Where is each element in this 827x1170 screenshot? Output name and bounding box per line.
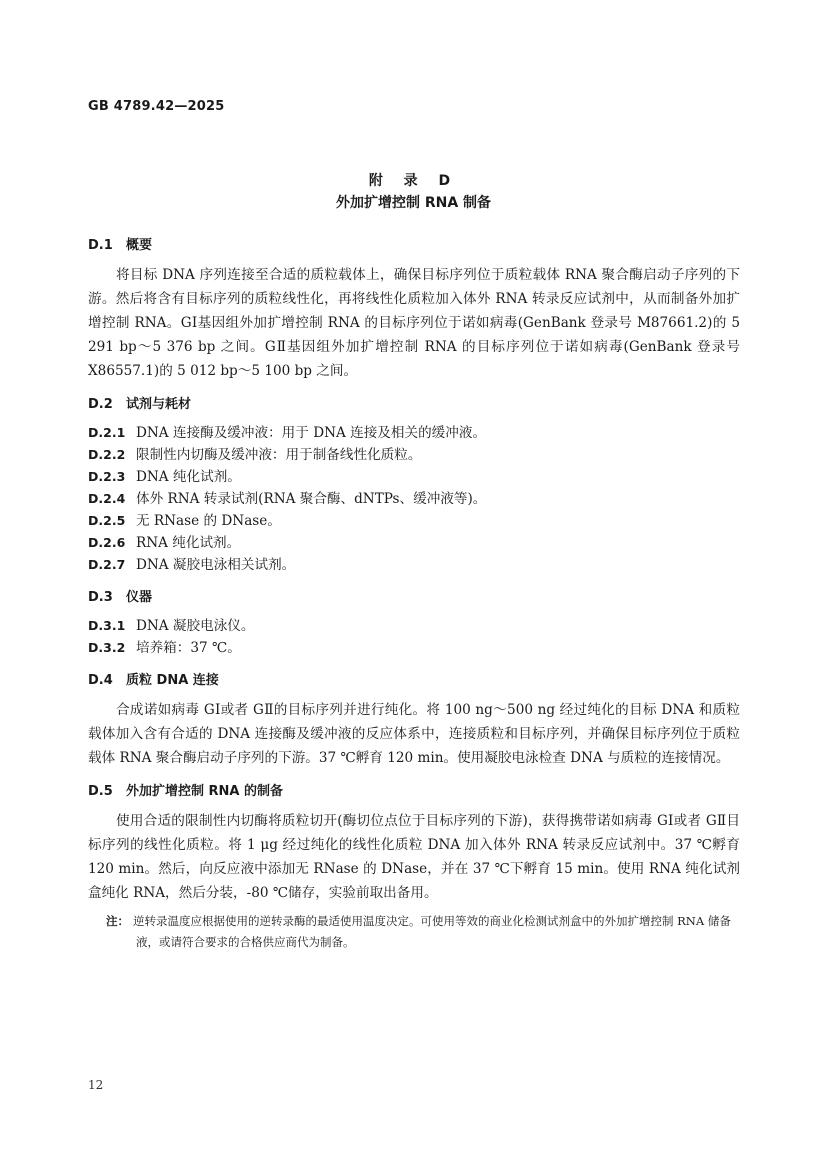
section-number: D.3 — [88, 590, 113, 605]
item-text: DNA 纯化试剂。 — [136, 469, 241, 485]
item-number: D.2.3 — [88, 469, 126, 484]
note-label: 注： — [106, 914, 129, 928]
section-heading-d3 — [88, 586, 740, 605]
section-title: 外加扩增控制 RNA 的制备 — [126, 784, 284, 799]
list-item — [88, 637, 740, 659]
item-number: D.2.1 — [88, 425, 126, 440]
section-title: 仪器 — [126, 590, 153, 605]
list-item — [88, 615, 740, 637]
note — [88, 911, 740, 953]
item-number: D.2.5 — [88, 513, 126, 528]
item-text: DNA 连接酶及缓冲液：用于 DNA 连接及相关的缓冲液。 — [136, 425, 487, 441]
item-text: 限制性内切酶及缓冲液：用于制备线性化质粒。 — [136, 447, 422, 463]
list-item — [88, 554, 740, 576]
section-title: 概要 — [126, 238, 153, 253]
item-text: RNA 纯化试剂。 — [136, 535, 241, 551]
section-heading-d2 — [88, 393, 740, 412]
standard-number: GB 4789.42—2025 — [88, 99, 225, 114]
section-title: 试剂与耗材 — [126, 397, 192, 412]
list-item — [88, 510, 740, 532]
item-number: D.2.4 — [88, 491, 126, 506]
section-paragraph-d5: 使用合适的限制性内切酶将质粒切开(酶切位点位于目标序列的下游)，获得携带诺如病毒 GⅠ或者 GⅡ目标序列的线性化质粒。将 1 μg 经过纯化的线性化质粒 DNA 加入体外 RNA 转录反应试剂中。37 ℃孵育 120 min。然后，向反应液中添加无 RNase 的 DNase，并在 37 ℃下孵育 15 min。使用 RNA 纯化试剂盒纯化 RNA，然后分装，-80 ℃储存，实验前取出备用。 — [88, 813, 740, 901]
section-number: D.5 — [88, 784, 113, 799]
instrument-list — [88, 615, 740, 659]
item-number: D.3.2 — [88, 640, 126, 655]
list-item — [88, 488, 740, 510]
section-paragraph-d4: 合成诺如病毒 GⅠ或者 GⅡ的目标序列并进行纯化。将 100 ng～500 ng 经过纯化的目标 DNA 和质粒载体加入含有合适的 DNA 连接酶及缓冲液的反应体系中，连接质粒和目标序列，并确保目标序列位于质粒载体 RNA 聚合酶启动子序列的下游。37 ℃孵育 120 min。使用凝胶电泳检查 DNA 与质粒的连接情况。 — [88, 702, 740, 766]
item-number: D.3.1 — [88, 618, 126, 633]
section-heading-d1 — [88, 234, 740, 253]
note-text: 逆转录温度应根据使用的逆转录酶的最适使用温度决定。可使用等效的商业化检测试剂盒中的外加扩增控制 RNA 储备液，或请符合要求的合格供应商代为制备。 — [133, 914, 731, 949]
item-text: 体外 RNA 转录试剂(RNA 聚合酶、dNTPs、缓冲液等)。 — [136, 491, 487, 507]
item-number: D.2.2 — [88, 447, 126, 462]
section-number: D.4 — [88, 673, 113, 688]
section-heading-d5 — [88, 780, 740, 799]
section-number: D.2 — [88, 397, 113, 412]
document-body — [88, 234, 740, 953]
list-item — [88, 466, 740, 488]
item-number: D.2.6 — [88, 535, 126, 550]
page-number: 12 — [88, 1078, 104, 1092]
section-paragraph-d1: 将目标 DNA 序列连接至合适的质粒载体上，确保目标序列位于质粒载体 RNA 聚合酶启动子序列的下游。然后将含有目标序列的质粒线性化，再将线性化质粒加入体外 RNA 转录反应试剂中，从而制备外加扩增控制 RNA。GⅠ基因组外加扩增控制 RNA 的目标序列位于诺如病毒(GenBank 登录号 M87661.2)的 5 291 bp～5 376 bp 之间。GⅡ基因组外加扩增控制 RNA 的目标序列位于诺如病毒(GenBank 登录号 X86557.1)的 5 012 bp～5 100 bp 之间。 — [88, 267, 740, 379]
item-text: DNA 凝胶电泳相关试剂。 — [136, 557, 296, 573]
item-text: DNA 凝胶电泳仪。 — [136, 618, 255, 634]
item-text: 无 RNase 的 DNase。 — [136, 513, 281, 529]
appendix-title: 附 录 D — [368, 173, 459, 189]
item-text: 培养箱：37 ℃。 — [136, 640, 241, 656]
list-item — [88, 444, 740, 466]
section-number: D.1 — [88, 238, 113, 253]
section-heading-d4 — [88, 669, 740, 688]
section-title: 质粒 DNA 连接 — [126, 673, 219, 688]
reagent-list — [88, 422, 740, 576]
list-item — [88, 532, 740, 554]
item-number: D.2.7 — [88, 557, 126, 572]
list-item — [88, 422, 740, 444]
appendix-subtitle: 外加扩增控制 RNA 制备 — [335, 195, 492, 211]
